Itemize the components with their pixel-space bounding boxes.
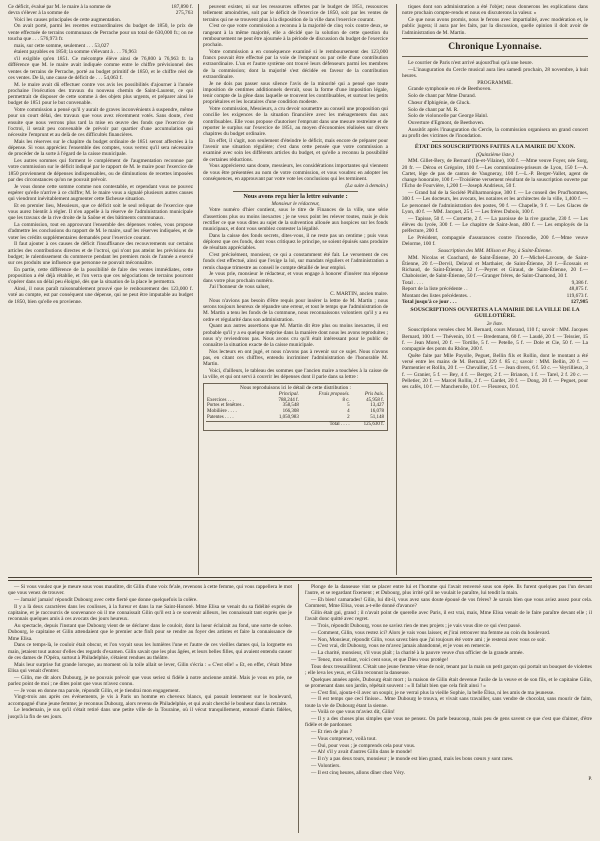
paragraph: — Et rien de plus ? — [311, 729, 353, 735]
section-title: Chronique Lyonnaise. — [448, 41, 542, 52]
column-1 — [8, 4, 193, 575]
ledger-value: 127,985 — [570, 298, 588, 305]
program-item: Ouverture d'Egmont, de Beethoven. — [408, 120, 485, 126]
paragraph: — La charité, monsieur, s'il vous plaît ; la charité à la pauvre veuve d'un officier de la grande armée. — [311, 650, 524, 656]
paragraph: C'est ce que votre commission a reconnu à la majorité de cinq voix contre deux, se rangeant à la même majorité, elle a décidé que la solution de cette question du remboursement ne peut être ajournée à la période de discussion du budget de l'exercice prochain. — [203, 23, 388, 48]
paragraph: — C'est vrai, dit Dubourg, vous ne m'avez jamais abandonné, et je vous en remercie. — [311, 643, 491, 650]
paragraph: Je vous donne cette somme comme non contestable, et cependant vous ne pouvez espérer qu'elle n'arrive à ce chiffre; M. le maire vous a signalé plusieurs autres causes qui viendront inévitablement augmenter cette fâcheuse situation. — [8, 183, 193, 202]
paragraph: Le lendemain, je sus qu'il s'était retiré dans une petite ville de la Touraine, où il vécut tranquillement, entouré d'amis fidèles, jusqu'à la fin de ses jours. — [8, 707, 292, 720]
table-header: Pris bais. — [364, 391, 384, 397]
separator — [432, 141, 558, 142]
newspaper-page — [8, 4, 592, 833]
paragraph: s'il exigible qu'en 1851. Ce mécompte élève ainsi de 76,800 à 76,963 fr. la différence que M. le maire avait indiquée comme entre le chiffre prévisionnel des ventes de terrains de Perrache, porté au budget primitif de 1850, et le chiffre réel de ces ventes. De là, une cause de déficit de . . . 54,063 f. — [8, 56, 193, 81]
ledger-value: 9,386 f. — [571, 280, 588, 286]
paragraph: Et en premier lieu, Messieurs, que ce déficit soit le seul reliquat de l'exercice que vous aurez bientôt à régler. Il n'en appelle à la réserve de l'administration municipale que les travaux de la rive droite de la Saône et des bâtiments communaux. — [8, 202, 193, 222]
ledger-value: 187,890 f. — [171, 4, 193, 10]
section-header-box — [402, 38, 588, 57]
paragraph: Mais leur surprise fut grande lorsque, au moment où la toile allait se lever, Gilin s'écria : « C'est elle! » Et, en effet, c'était Mme Elisa qui venait d'entrer. — [8, 661, 292, 674]
letter-paragraph: J'ai l'honneur de vous saluer, — [209, 284, 270, 291]
feuilleton-divider — [8, 580, 592, 581]
article-continuation-note: (La suite à demain.) — [345, 182, 388, 189]
author-mark: P. — [588, 776, 592, 783]
subscription-list-subtitle: (Quinzième liste.) — [476, 151, 514, 158]
paragraph: — Il est cinq heures, allons dîner chez Véry. — [311, 769, 405, 776]
paragraph: Quant aux autres assertions que M. Martin dit être plus ou moins inexactes, il est probable qu'il y a eu quelque méprise dans la manière dont nous les avons reproduites ; nous n'y reviendrons pas. Nous avons cru qu'il était intéressant pour le public de connaître la situation exacte de la caisse municipale. — [203, 323, 388, 348]
ledger-value: 119,673 f. — [566, 292, 588, 299]
paragraph: — Je vous en donne ma parole, répondit Gilin, et je tiendrai mon engagement. — [14, 687, 180, 694]
ledger-value: 48,875 f. — [569, 286, 588, 293]
feuilleton-column-1 — [8, 584, 292, 833]
program-item: Grande symphonie en ré de Beethoven. — [408, 86, 492, 93]
paragraph: Dans ce temps-là, le couloir était obscur, et l'on voyait sous les lumières l'une et l'autre de ces vieilles dames qui, la lorgnette en main, jetaient tout autour d'elles des regards d'examen. Gilin savait que les plus âgées, et leurs belles filles, qui avaient entendu causer de ces dames de l'Opéra, surtout à Philadelphie, s'étaient rendues au théâtre. — [8, 642, 292, 661]
paragraph: Le Président, compagnie d'assurances contre l'incendie, 200 f.—Mme veuve Delorme, 100 f. — [402, 234, 588, 247]
paragraph: — Ah! s'il y avait d'autres Gilin dans le monde! — [311, 749, 412, 756]
separator — [233, 191, 358, 192]
table-cell: 166,308 — [282, 409, 299, 415]
feuilleton-divider — [8, 577, 592, 578]
paragraph: M. le maire avait dû effectuer contre vos avis les possibilités d'ajourner à l'année prochaine l'exécution des travaux du nouveau chemin de Saint-Laurent, ce qui permettrait de disposer de cette somme à des objets plus urgents, et préparer ainsi le budget de 1851 pour le but convenable. — [8, 81, 193, 107]
paragraph: — Tapisse, 50 f. — Cornette, 2 f. — La paroisse de la rive gauche, 230 f. — Les élèves du lycée, 300 f. — Le chapitre de Saint-Jean, 400 f. — Les employés de la préfecture, 200 f. — [402, 215, 588, 234]
ledger-label: Montant des listes précédentes. . — [402, 292, 471, 299]
paragraph: Vingt-trois ans après ces événements, je vis à Paris un homme en cheveux blancs, qui passait lentement sur le boulevard, accompagné d'une jeune femme; je reconnus Dubourg, alors revenu de Philadelphie, et qui avait cherché le bonheur dans la retraite. — [8, 694, 292, 707]
column-divider — [396, 4, 397, 575]
ledger-label: Report de la liste précédente . . — [402, 286, 468, 293]
paragraph: — Il y a des choses plus simples que vous ne pensez. On parle beaucoup, mais peu de gens savent ce que c'est que d'aimer, d'être fidèle et de pardonner. — [305, 716, 592, 729]
paragraph: peuvent exister, ni sur les ressources offertes par le budget de 1851, ressources tellement amoindries, soit par le déficit de l'exercice de 1850, soit par les ventes de terrains qui ne se trouvent plus à la disposition de la ville dans l'exercice courant. — [203, 4, 388, 23]
letter-paragraph: Votre numéro d'hier contient, sous le titre de Finances de la ville, une série d'assertions plus ou moins inexactes ; je ne veux point les relever toutes, mais je dois rectifier ce que vous dites au sujet de la subvention allouée aux hospices sur les fonds municipaux, et dont vous semblez contester la légalité. — [203, 207, 388, 232]
table-cell: 16,078 — [370, 409, 384, 415]
paragraph: Les autres sommes qui forment le complément de l'augmentation reconnue par votre commission sur le déficit indiqué par le rapport de M. le maire pour l'exercice de 1850 proviennent de dépenses indispensables, ou de diminutions de recettes imposées par des circonstances qu'on ne pouvait prévoir. — [8, 158, 193, 183]
table-cell: 4 — [347, 409, 350, 415]
paragraph: Nos lecteurs en ont jugé, et nous n'avons pas à revenir sur ce sujet. Nous n'avons pas, en citant ces chiffres, entendu incriminer l'administration de l'honorable M. Martin. — [203, 348, 388, 368]
paragraph: — Volontiers. — [311, 762, 341, 769]
table-cell: 358,548 — [282, 403, 299, 409]
paragraph: — Oui, pour vous ; je comprends cela pour vous. — [311, 742, 416, 749]
tax-table — [206, 392, 385, 428]
program-item: Solo de violoncelle par George Hainl. — [408, 113, 489, 120]
table-cell: Exercices . . . — [207, 397, 234, 403]
tax-table-box — [203, 383, 388, 431]
table-cell: 5 — [347, 403, 350, 409]
table-title: Nous reproduisons ici le détail de cette distribution : — [240, 384, 351, 391]
table-cell: 45,958 f. — [366, 397, 384, 403]
paragraph: Au spectacle, depuis l'instant que Dubourg vient de se déclarer dans le couloir, dont la lueur éclairait au fond, une sorte de scène. Dubourg, le capitaine et Gilin attendaient que le premier acte finît pour se rendre au foyer des artistes et faire la connaissance de Mme Elisa. — [8, 623, 292, 642]
table-total-value: 125,630 f. — [351, 421, 385, 427]
paragraph: Voici, d'ailleurs, le tableau des sommes que l'ancien maire a touchées à la caisse de la ville, et qui ont servi à couvrir les dépenses dont il parle dans sa lettre : — [203, 368, 388, 381]
column-3 — [402, 4, 588, 575]
program-item: Chœur d'Iphigénie, de Gluck. — [408, 99, 471, 106]
paragraph: Votre commission, Messieurs, a cru devoir soumettre au conseil une proposition qui concilie les exigences de la situation financière avec les ménagements dus aux contribuables. Elle vous propose d'autoriser l'emprunt dans une mesure restreinte et de reporter le surplus sur l'exercice de 1851, au moyen d'économies réalisées sur divers chapitres du budget ordinaire. — [203, 106, 388, 137]
ledger-label: Ce déficit, évalué par M. le maire à la somme de — [8, 4, 111, 10]
paragraph: Tous deux tressaillirent. C'était une jeune femme vêtue de noir, tenant par la main un petit garçon qui portait un bouquet de violettes ; elle leva les yeux, et Gilin reconnut la danseuse. — [305, 663, 592, 676]
column-2 — [203, 4, 388, 575]
paragraph: Plonge de la danseuse vint se placer entre lui et l'homme qui l'avait renversé sous son épée. Ils furent quelques pas l'un devant l'autre, et se regardant fixement ; et Dubourg, plus irrité qu'il ne voulait le paraître, lui tendit la main. — [305, 584, 592, 597]
paragraph: En effet, il s'agit, non seulement d'éteindre le déficit, mais encore de préparer pour l'avenir une situation régulière; c'est dans cette pensée que votre commission a examiné avec soin les différents articles du budget, et qu'elle a reconnu la possibilité de certaines réductions. — [203, 137, 388, 163]
paragraph: Quête faite par Mlle Payolle, Peguet, Bellin fils et Rollin, dont le montant a été versé entre les mains de M. Bernard, 229 f. 85 c.; savoir : MM. Bellin, 20 f. — Parmentier et Rollin, 20 f. — Chevallier, 5 f. — Jean divers, 6 f. 50 c. — Veyrillieux, 3 f. — Granier, 5 f. — Bey, 4 f. — Berger, 2 f. — Brianon, 1 f. — Tarel, 2 f. 20 c. — Pelletier, 20 f. — Marcel Rollin, 2 f. — Gardet, 20 f. — Dong, 20 f. — Peguet, pour ses cafés, 10 f. — Mancherolle, 10 f. — Fleureux, 10 f. — [402, 352, 588, 390]
paragraph: — Tenez, mon enfant, voici cent sous, et que Dieu vous protège! — [311, 656, 449, 663]
paragraph: Ce que nous avons promis, nous le ferons avec impartialité, avec modération et, le public jugera; il aura par les faits, par la discussion, quelle opinion il doit avoir de l'administration de M. Martin. — [402, 17, 588, 36]
table-cell: 1,050,983 — [278, 414, 299, 420]
paragraph: Souscriptions versées chez M. Bernard, cours Morand, 110 f.; savoir : MM. Jacques Bernard, 100 f. — Thévenin, 10 f. — Bredemann, 60 f. — Laudé, 20 f. — Teissier, 15 f. — Jean Morel, 20 f. — Tortille, 5 f. — Petelle, 5 f. — Dole et Cie, 50 f. — La compagnie des ponts du Rhône, 200 f. — [402, 327, 588, 352]
subscription-list-title: SOUSCRIPTIONS OUVERTES A LA MAIRIE DE LA VILLE DE LA GUILLOTIÈRE. — [410, 307, 580, 320]
paragraph: — Il n'y a pas deux tours, monsieur ; le monde est bien grand, mais les bons cœurs y sont rares. — [311, 756, 514, 762]
paragraph: — Trois, répondit Dubourg, vous ne saviez rien de mes projets ; je vais vous dire ce qui s'est passé. — [311, 623, 522, 629]
program-item: Solo de chant par Mme Durand. — [408, 93, 476, 99]
paragraph: mais, sur cette somme, seulement . . . 53,027 — [14, 42, 110, 49]
column-divider — [198, 4, 199, 575]
letter-paragraph: Je vous prie, monsieur le rédacteur, et vous engage à honorer d'insérer ma réponse dans votre plus prochain numéro. — [203, 271, 388, 284]
table-cell: 13,427 — [370, 403, 384, 409]
paragraph: Votre commission a pensé qu'il y aurait de graves inconvénients à suspendre, même pour un court délai, des travaux que vous avez récemment votés. Sans doute, c'est ensuite que nous verrons plus tard la mise en œuvre des fonds que l'exercice de l'octroi, il serait peu convenable de prévoir par quartier d'une accumulation qui nécessite l'emprunt et au delà de ces difficultés financières. — [8, 107, 193, 138]
paragraph: MM. Gillet-Bery, de Bernard (Ile-et-Vilaine), 100 f. —Mme veuve Foyer, née Sorg, 20 fr. — Dérou et Grégoire, 100 f.—Les commissaires-priseurs de Lyon, 150 f.—A. Cartet, lège de pas de canton de Vaugneray, 100 f.—L.-P. Berger-Vallet, agent de change honoraire, 100 f.—Troisième versement résultant de la souscription ouverte par l'Écho de Fourvière, 1,200 f.—Joseph Andrieux, 50 f. — [402, 158, 588, 190]
ledger-label: Total . . . . — [402, 280, 424, 286]
paragraph: — C'est fini, ajouta-t-il avec un soupir, je ne verrai plus la vieille Sophie, la belle Élisa, ni les amis de ma jeunesse. — [311, 689, 555, 696]
paragraph: Nous n'avions pas besoin d'être requis pour insérer la lettre de M. Martin ; nous serons toujours heureux de répandre une erreur, et tout le temps que l'administration de M. Martin a tenu les fonds de la commune, nous reconnaissons volontiers qu'il y a eu ordre et régularité dans son administration. — [203, 297, 388, 323]
ledger-label: devra s'élever à la somme de — [8, 10, 69, 17]
table-header: Principal. — [278, 391, 299, 397]
paragraph: MM. Nicolas et Coachard, de Saint-Étienne, 20 f.—Michel-Lavoute, de Saint-Étienne, 20 f.—Dervil, Delaval et Marthaier, de Saint-Étienne, 20 f.—Écossais et Richaud, de Saint-Étienne, 32 f.—Peyret et Giraud, de Saint-Étienne, 20 f.—Chaboissier, de Saint-Étienne, 50 f.—Granger frères, de Saint-Chamond, 30 f. — [402, 254, 588, 280]
paragraph: Le courrier de Paris n'est arrivé aujourd'hui qu'à une heure. — [408, 59, 533, 66]
table-header: Frais proposés. — [318, 391, 350, 397]
paragraph: Gilin était gai, grand ; il n'avait point de querelle avec Paris, il est vrai, mais, Mme Elisa venait de le faire paraître devant elle ; il l'avait donc quitté avec regret. — [305, 610, 592, 623]
paragraph: Je ne dois pas passer sous silence l'avis de la minorité qui a pensé que toute imposition de centimes additionnels devrait, sous la forme d'une imposition légale, tenir compte de la gêne dans laquelle se trouvent les contribuables, et surtout les petits propriétaires et les locataires d'une condition modeste. — [203, 80, 388, 106]
ledger-label: Total jusqu'à ce jour . . . — [402, 298, 457, 305]
paragraph: Il y a là deux caractères dans les coulisses, à la fureur et dans la rue Saint-Honoré. Mme Elisa se venait du sa fidélité exprès de capitaine, et je raccourcis de souvenance où il me connaissait Gilin qu'il est à ce souvenir ailleurs, les connaissait tant exprès que je reconnais quelques amis à ces avocats des jours heureux. — [8, 603, 292, 623]
paragraph: — Gilin, me dit alors Dubourg, je ne pouvais prévoir que vous seriez si fidèle à notre ancienne amitié. Mais je vous en prie, ne parlez point de moi ; ne dites point que vous m'avez connu. — [8, 674, 292, 687]
column-divider — [298, 584, 299, 833]
table-total-label: Total . . . . — [206, 421, 351, 427]
paragraph: Votre commission a en conséquence examiné si le remboursement des 123,000 francs pouvait être effectué par la voie de l'emprunt ou par celle d'une contribution extraordinaire. L'un et l'autre système ont trouvé leurs défenseurs parmi les membres de la commission; dont la majorité s'est décidée en faveur de la contribution extraordinaire. — [203, 48, 388, 80]
letter-paragraph: Dans la caisse des fonds secrets, dites-vous, il ne reste pas un centime ; puis vous déplorez que ces fonds, dont vous critiquez le principe, se soient épuisés sans produire de résultats appréciables. — [203, 232, 388, 252]
letter-salutation: Monsieur le rédacteur, — [271, 200, 320, 207]
letter-signature: C. MARTIN, ancien maire. — [330, 291, 388, 297]
paragraph: Voici les causes principales de cette augmentation. — [14, 16, 122, 23]
ledger-total-line — [402, 299, 588, 305]
table-cell: 788,244 f. — [278, 397, 299, 403]
table-cell: 8 c. — [342, 397, 350, 403]
table-cell: Mobilière . . . . — [207, 409, 237, 415]
table-total-row — [206, 421, 385, 427]
paragraph: — Eh bien! camarades! Gilin, lui dit-il, vous avez sans doute épousé de vos frères? Je savais bien que vous aviez assez pour cela. Comment, Mme Elisa, vous a-t-elle donné d'avance? — [305, 597, 592, 610]
paragraph: — Grand bal de la Société Philharmonique, 300 f. — Le conseil des Prud'hommes, 300 f. — Les docteurs, les avocats, les notaires et les architectes de la ville, 1,400 f. — Le personnel de l'administration des postes, 90 f. — Chapelle, 9 f. — Les Glaces de Lyon, 40 f. — MM. Jacquet, 25 f. — Les frères Dubois, 100 f. — [402, 190, 588, 215]
table-cell: 2 — [347, 414, 350, 420]
paragraph: Ainsi, il nous paraît raisonnablement prouvé que le renbourement des 123,000 f. voté au compte, est par conséquent une dépense, qui ne peut être imputable au budget de 1850, bien qu'elle en provienne. — [8, 286, 193, 305]
paragraph: Vous apprécierez sans doute, messieurs, les considérations importantes qui viennent de vous être présentées au nom de votre commission, et vous voudrez en adopter les conséquences, en approuvant par votre vote les conclusions qui les terminent. — [203, 163, 388, 182]
paragraph: Mais les réserves sur le chapitre du budget ordinaire de 1851 seront affectées à la dépense. Si vous appréciez l'ensemble des comptes, vous verrez qu'il sera nécessaire de procéder de la sorte à l'égard de la caisse municipale. — [8, 138, 193, 158]
paragraph: — Si vous voulez que je meure sous vous mauditre, dit Gilin d'une voix fe'ale, revenons à cette femme, qui vous rappellera le mot que vous venez de trouver. — [8, 584, 292, 597]
paragraph: étaient payables en 1850; la somme s'élevant à . . . 76,963 — [14, 49, 137, 56]
paragraph: — Non, Monsieur, répondit Gilin, vous savez bien que j'ai toujours été votre ami ; je resterai avec vous ce soir. — [311, 636, 546, 643]
paragraph: tiques dont son administration a été l'objet; nous donnerons les explications dans notre prochain compte-rendu et nous en discuterons la valeur. » — [402, 4, 588, 17]
paragraph: — Vous comprenez, voilà tout. — [311, 735, 377, 742]
paragraph: — Jamais! jamais! répondit Dubourg avec cette fierté que donne quelquefois la colère. — [14, 597, 198, 603]
paragraph: La commission, tout en approuvant l'ensemble des dépenses votées, vous propose d'admettre les conclusions du rapport de M. le maire, sauf les réserves indiquées, et de voter les crédits supplémentaires demandés pour l'exercice courant. — [8, 222, 193, 241]
table-cell: 51,148 — [370, 414, 384, 420]
table-cell: Patentes . . . . — [207, 414, 234, 420]
program-item: Solo de chant par M. R. — [408, 106, 459, 113]
letter-paragraph: C'est précisément, monsieur, ce qui a constamment été fait. Le versement de ces fonds s'est effectué, ainsi que l'exige la loi, sur mandats réguliers et l'administration a remis chaque trimestre au conseil le compte détaillé de leur emploi. — [203, 252, 388, 271]
paragraph: En partie, cette différence de la possibilité de faire des ventes immédiates, cette proposition a été déjà rétablie, et l'on verra que ces négociations de terrains pourront s'opérer dans un délai peu éloigné, dès que la situation de la place le permettra. — [8, 266, 193, 286]
letter-intro: Nous avons reçu hier la lettre suivante : — [243, 192, 348, 200]
subscription-list-title: ÉTAT DES SOUSCRIPTIONS FAITES A LA MAIRIE DU XXON. — [414, 144, 576, 151]
ledger-value: 275,763 — [175, 10, 193, 17]
feuilleton-column-2 — [305, 584, 592, 833]
subscription-list-subtitle: 2e liste. — [486, 320, 504, 327]
subscription-subtitle: Souscription des MM. Milson et Poy, à Saint-Étienne. — [438, 247, 552, 254]
paragraph: — Comment, Gilin, vous restez ici? Alors je vais vous laisser, et j'irai retrouver ma femme au coin du boulevard. — [311, 629, 551, 636]
paragraph: Aussitôt après l'inauguration du Cercle, la commission organisera un grand concert au profit des victimes de l'inondation. — [402, 126, 588, 139]
table-cell: Portes et fenêtres . — [207, 403, 244, 409]
paragraph: Quelques années après, Dubourg était mort ; la maison de Gilin était devenue l'asile de la veuve et de son fils, et le capitaine Gilin, se promenant dans son jardin, répétait souvent : « Il fallait bien que cela finît ainsi ! » — [305, 676, 592, 689]
program-title: PROGRAMME. — [477, 79, 513, 86]
paragraph: — Voilà ce que vous m'aviez dit, Gilin! — [311, 709, 395, 716]
paragraph: Il faut ajouter à ces causes de déficit l'insuffisance des recouvrements sur certains articles des contributions directes et de l'octroi, qui n'ont pas atteint les prévisions du budget; le ralentissement du commerce pendant les premiers mois de l'année a exercé sur ces produits une influence que personne ne pouvait méconnaître. — [8, 241, 193, 266]
paragraph: — Il est temps que ceci finisse... Mme Dubourg le trouva, et vivait sans travailler, sans vendre de chocolat, sans mourir de faim, toute la vie de Dubourg étant la sienne. — [305, 696, 592, 709]
paragraph: —L'inauguration du Cercle musical aura lieu samedi prochain, 28 novembre, à huit heures. — [402, 66, 588, 79]
paragraph: On avait porté, parmi les recettes extraordinaires du budget de 1850, le prix de vente effectuée de terrains communaux de Perrache pour un total de 630,000 fr.; on ne toucha que . . . 576,973 fr. — [8, 23, 193, 42]
